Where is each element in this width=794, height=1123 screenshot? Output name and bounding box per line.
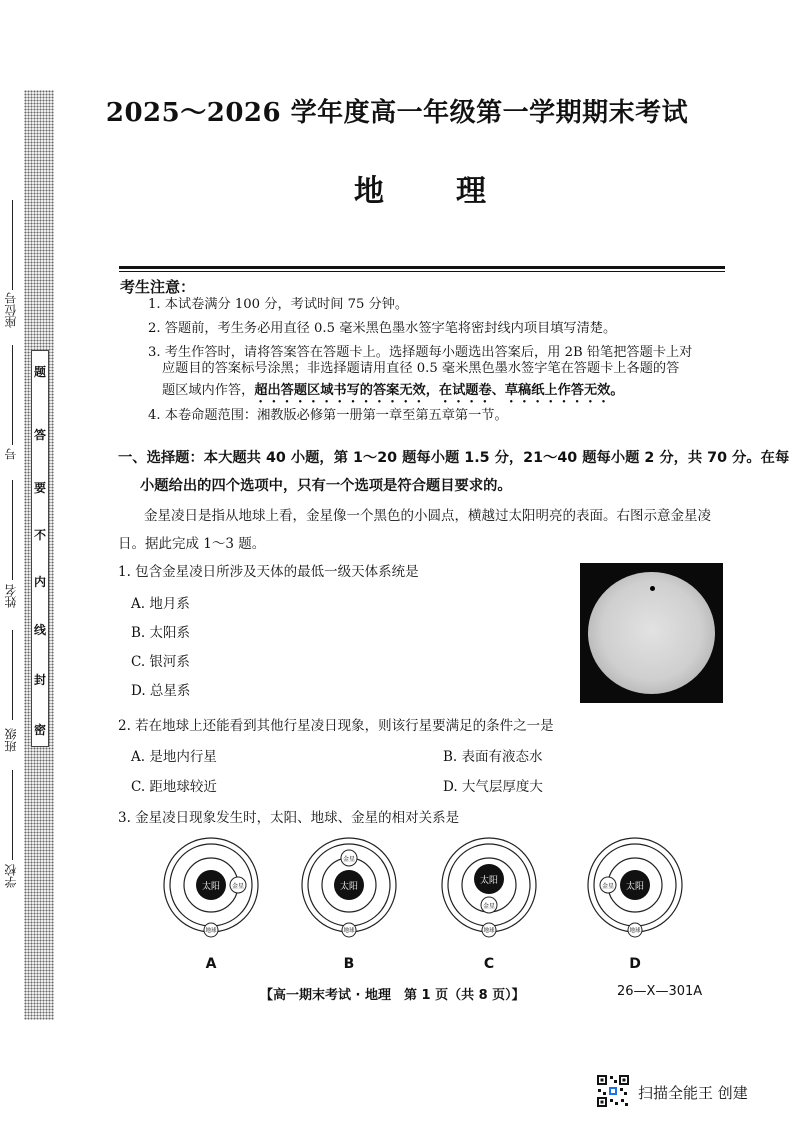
option[interactable]: C. 距地球较近	[131, 779, 217, 795]
option-d-label[interactable]: D	[629, 956, 641, 972]
notice-item: 应题目的答案标号涂黑；非选择题请用直径 0.5 毫米黑色墨水签字笔在答题卡上各题的答	[162, 361, 680, 376]
number-label: 号	[4, 448, 18, 460]
orbit-diagrams	[150, 828, 710, 948]
seal-char: 内	[33, 575, 46, 589]
subject-char: 理	[456, 174, 486, 209]
seal-char: 答	[33, 428, 46, 442]
seal-char: 题	[33, 365, 46, 379]
diagram-d	[588, 838, 682, 937]
sun-label: 太阳	[339, 882, 359, 892]
seat-blank[interactable]	[12, 200, 13, 290]
venus-label: 金星	[482, 903, 496, 910]
class-label: 班级	[4, 728, 18, 752]
sun-label: 太阳	[479, 876, 499, 886]
option[interactable]: B. 表面有液态水	[443, 749, 543, 765]
section-heading	[118, 444, 790, 500]
earth-label: 地球	[629, 928, 641, 934]
passage-intro: 金星凌日是指从地球上看，金星像一个黑色的小圆点，横越过太阳明亮的表面。右图示意金星凌日。据此完成 1～3 题。	[118, 508, 711, 552]
question-stem: 3. 金星凌日现象发生时，太阳、地球、金星的相对关系是	[118, 810, 460, 826]
section-line: 一、选择题：本大题共 40 小题，第 1～20 题每小题 1.5 分，21～40 题每小题 2 分，共 70 分。在每	[118, 450, 790, 466]
diagram-a	[164, 838, 258, 937]
sun-label: 太阳	[201, 882, 221, 892]
school-label: 学校	[4, 864, 18, 888]
venus-dot	[650, 586, 655, 591]
number-blank[interactable]	[12, 345, 13, 445]
exam-title: 2025～2026 学年度高一年级第一学期期末考试	[105, 98, 689, 128]
exam-code: 26—X—301A	[617, 984, 703, 999]
option-c-label[interactable]: C	[483, 956, 495, 972]
venus-label: 金星	[601, 883, 615, 890]
notice-item: 1. 本试卷满分 100 分，考试时间 75 分钟。	[148, 297, 409, 312]
header-rule-thin	[119, 271, 725, 272]
notice-title: 考生注意：	[120, 278, 196, 296]
option[interactable]: A. 地月系	[131, 596, 190, 612]
class-blank[interactable]	[12, 630, 13, 720]
notice-item: 2. 答题前，考生务必用直径 0.5 毫米黑色墨水签字笔将密封线内项目填写清楚。	[148, 321, 617, 336]
sun-label: 太阳	[625, 882, 645, 892]
scanner-watermark: 扫描全能王 创建	[638, 1084, 748, 1102]
option[interactable]: D. 总星系	[131, 683, 191, 699]
option[interactable]: A. 是地内行星	[131, 749, 217, 765]
option[interactable]: D. 大气层厚度大	[443, 779, 543, 795]
seal-char: 密	[33, 723, 46, 737]
seal-line-box	[31, 350, 49, 747]
name-label: 姓名	[4, 584, 18, 608]
notice-emphasis: 超出答题区域书写的答案无效，在试题卷、草稿纸上作答无效。	[254, 383, 624, 398]
venus-transit-photo	[580, 563, 723, 703]
question-stem: 2. 若在地球上还能看到其他行星凌日现象，则该行星要满足的条件之一是	[118, 718, 554, 734]
venus-label: 金星	[342, 856, 356, 863]
venus-label: 金星	[231, 883, 245, 890]
earth-label: 地球	[343, 928, 355, 934]
notice-item: 题区域内作答，	[162, 383, 255, 398]
seal-char: 要	[33, 481, 46, 495]
header-rule	[119, 266, 725, 269]
qr-code-icon	[596, 1074, 630, 1108]
seal-char: 线	[33, 623, 46, 637]
option-a-label[interactable]: A	[205, 956, 217, 972]
page-footer: 【高一期末考试 · 地理 第 1 页（共 8 页）】	[260, 988, 525, 1003]
diagram-b	[302, 838, 396, 937]
school-blank[interactable]	[12, 770, 13, 860]
question-stem: 1. 包含金星凌日所涉及天体的最低一级天体系统是	[118, 564, 419, 580]
subject-char: 地	[354, 174, 384, 209]
option[interactable]: C. 银河系	[131, 654, 190, 670]
seal-char: 封	[33, 673, 46, 687]
seat-label: 座位号	[4, 292, 18, 328]
diagram-c	[442, 838, 536, 937]
section-line: 小题给出的四个选项中，只有一个选项是符合题目要求的。	[140, 478, 512, 494]
earth-label: 地球	[483, 928, 495, 934]
option-b-label[interactable]: B	[343, 956, 355, 972]
name-blank[interactable]	[12, 480, 13, 580]
notice-item: 4. 本卷命题范围：湘教版必修第一册第一章至第五章第一节。	[148, 408, 508, 423]
notice-item: 3. 考生作答时，请将答案答在答题卡上。选择题每小题选出答案后，用 2B 铅笔把答题卡上对	[148, 345, 693, 360]
option[interactable]: B. 太阳系	[131, 625, 191, 641]
notice-item-line	[162, 379, 624, 406]
earth-label: 地球	[205, 928, 217, 934]
seal-char: 不	[33, 528, 46, 542]
